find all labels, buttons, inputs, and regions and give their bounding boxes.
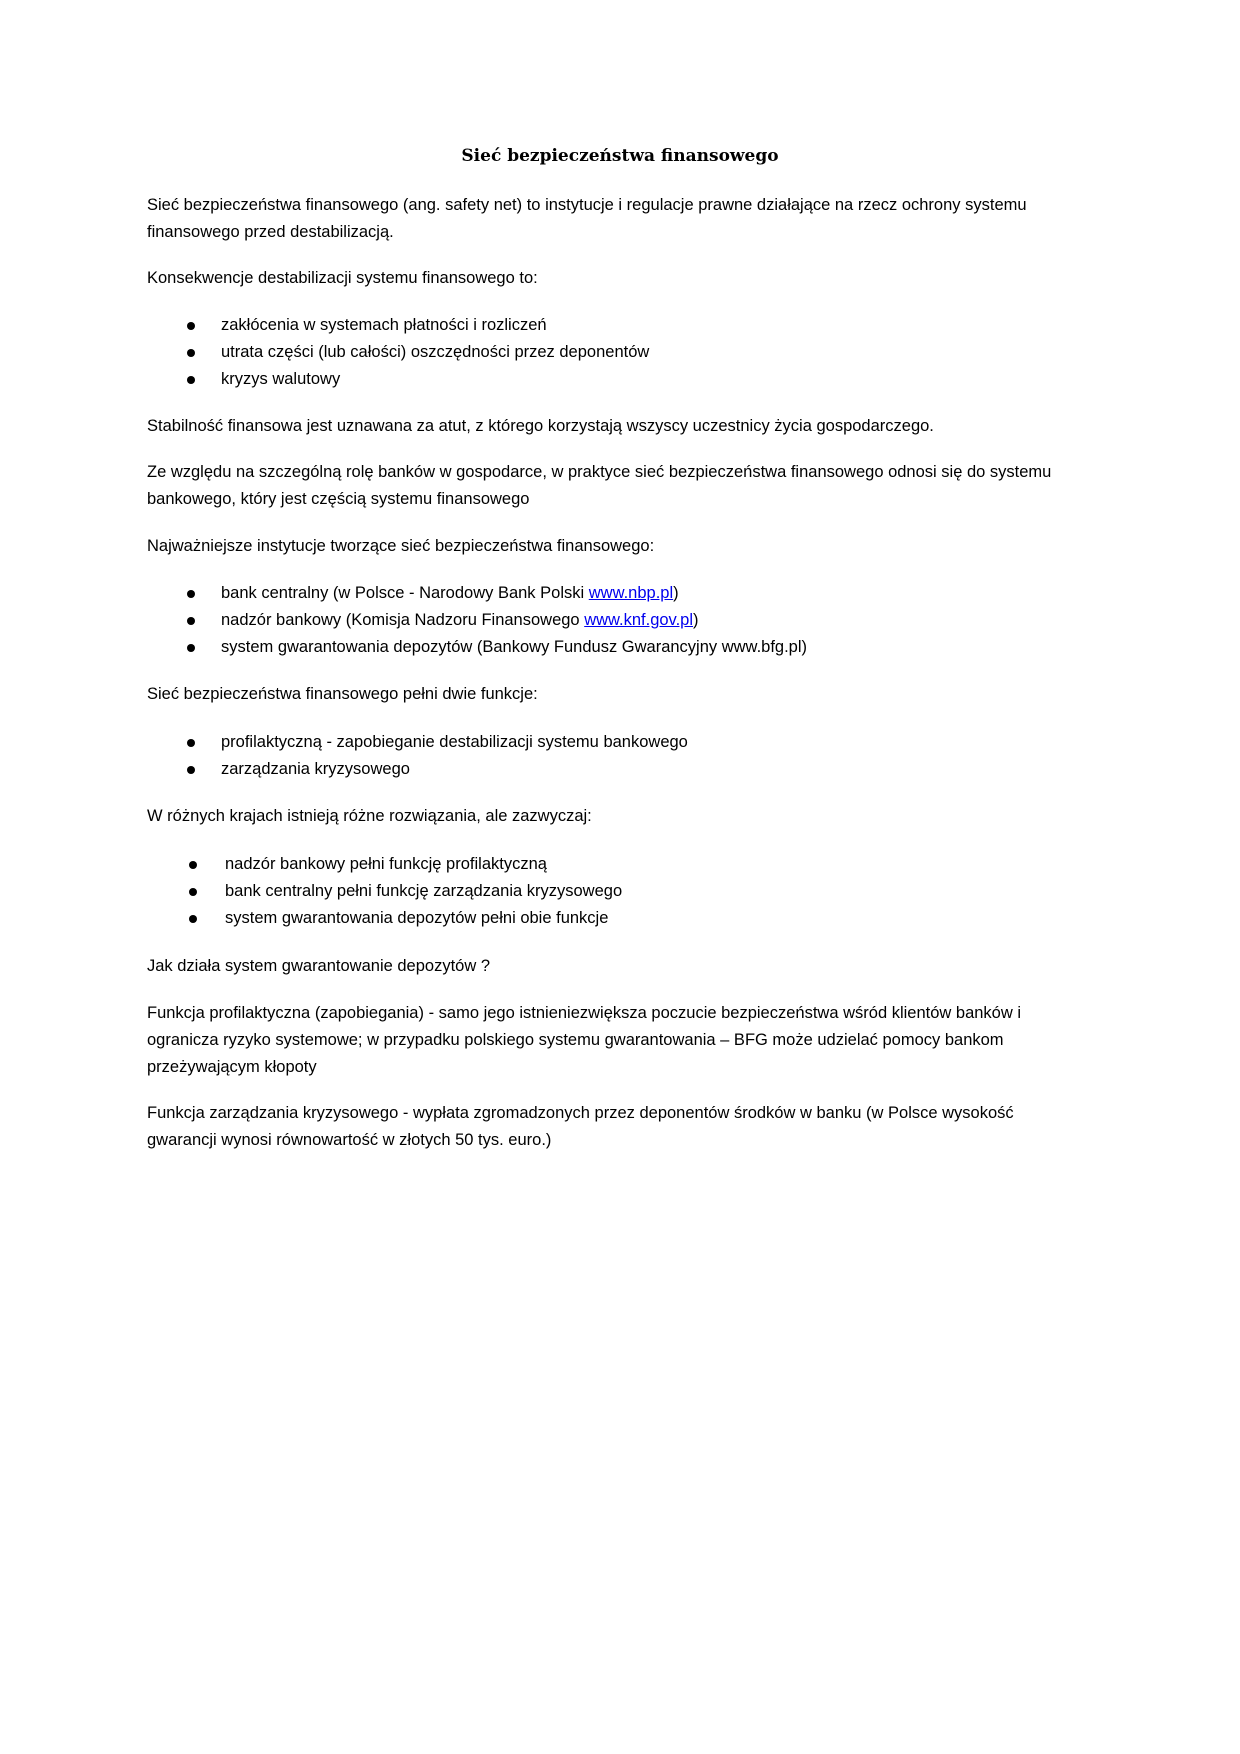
institutions-heading: Najważniejsze instytucje tworzące sieć bezpieczeństwa finansowego: bbox=[147, 537, 655, 555]
bullet-icon bbox=[189, 915, 197, 923]
crisis-function-paragraph: Funkcja zarządzania kryzysowego - wypłata zgromadzonych przez deponentów środków w banku (w Polsce wysokość gwarancji wynosi równowartość w złotych 50 tys. euro.) bbox=[147, 1104, 1014, 1149]
bullet-icon bbox=[187, 617, 195, 625]
bullet-icon bbox=[189, 861, 197, 869]
stability-paragraph: Stabilność finansowa jest uznawana za atut, z którego korzystają wszyscy uczestnicy życia gospodarczego. bbox=[147, 417, 934, 435]
functions-heading: Sieć bezpieczeństwa finansowego pełni dwie funkcje: bbox=[147, 685, 538, 703]
guarantee-question: Jak działa system gwarantowanie depozytów ? bbox=[147, 957, 491, 975]
nbp-link[interactable]: www.nbp.pl bbox=[588, 584, 674, 602]
page-title: Sieć bezpieczeństwa finansowego bbox=[461, 146, 779, 166]
bullet-icon bbox=[187, 766, 195, 774]
consequences-heading: Konsekwencje destabilizacji systemu finansowego to: bbox=[147, 269, 538, 287]
bullet-icon bbox=[187, 376, 195, 384]
banks-role-paragraph: Ze względu na szczególną rolę banków w gospodarce, w praktyce sieć bezpieczeństwa finansowego odnosi się do systemu bankowego, który jest częścią systemu finansowego bbox=[147, 463, 1052, 508]
bullet-icon bbox=[187, 349, 195, 357]
document-page: Sieć bezpieczeństwa finansowego Sieć bezpieczeństwa finansowego (ang. safety net) to instytucje i regulacje prawne działające na rzecz ochrony systemu finansowego przed destabilizacją. Konsekwencje destabilizacji systemu finansowego to: zakłócenia w systemach płatności i rozliczeń utrata części (lub całości) oszczędności przez deponentów kryzys walutowy Stabilność finansowa jest uznawana za atut, z którego korzystają wszyscy uczestnicy życia gospodarczego. Ze względu na szczególną rolę banków w gospodarce, w praktyce sieć bezpieczeństwa finansowego odnosi się do systemu bankowego, który jest częścią systemu finansowego Najważniejsze instytucje tworzące sieć bezpieczeństwa finansowego: bank centralny (w Polsce - Narodowy Bank Polski www.nbp.pl) nadzór bankowy (Komisja Nadzoru Finansowego www.knf.gov.pl) system gwarantowania depozytów (Bankowy Fundusz Gwarancyjny www.bfg.pl) Sieć bezpieczeństwa finansowego pełni dwie funkcje: profilaktyczną - zapobieganie destabilizacji systemu bankowego zarządzania kryzysowego W różnych krajach istnieją różne rozwiązania, ale zazwyczaj: nadzór bankowy pełni funkcję profilaktyczną bank centralny pełni funkcję zarządzania kryzysowego system gwarantowania depozytów pełni obie funkcje Jak działa system gwarantowanie depozytów ? Funkcja profilaktyczna (zapobiegania) - samo jego istnieniezwiększa poczucie bezpieczeństwa wśród klientów banków i ogranicza ryzyko systemowe; w przypadku polskiego systemu gwarantowania – BFG może udzielać pomocy bankom przeżywającym kłopoty Funkcja zarządzania kryzysowego - wypłata zgromadzonych przez deponentów środków w banku (w Polsce wysokość gwarancji wynosi równowartość w złotych 50 tys. euro.) bbox=[0, 0, 1240, 1754]
bullet-icon bbox=[187, 322, 195, 330]
solutions-heading: W różnych krajach istnieją różne rozwiązania, ale zazwyczaj: bbox=[147, 807, 592, 825]
knf-link[interactable]: www.knf.gov.pl bbox=[584, 611, 694, 629]
bullet-icon bbox=[189, 888, 197, 896]
bullet-icon bbox=[187, 739, 195, 747]
bullet-icon bbox=[187, 590, 195, 598]
intro-paragraph: Sieć bezpieczeństwa finansowego (ang. safety net) to instytucje i regulacje prawne działające na rzecz ochrony systemu finansowego przed destabilizacją. bbox=[147, 196, 1027, 241]
bullet-icon bbox=[187, 644, 195, 652]
preventive-function-paragraph: Funkcja profilaktyczna (zapobiegania) - samo jego istnieniezwiększa poczucie bezpieczeństwa wśród klientów banków i ogranicza ryzyko systemowe; w przypadku polskiego systemu gwarantowania – BFG może udzielać pomocy bankom przeżywającym kłopoty bbox=[147, 1004, 1022, 1076]
